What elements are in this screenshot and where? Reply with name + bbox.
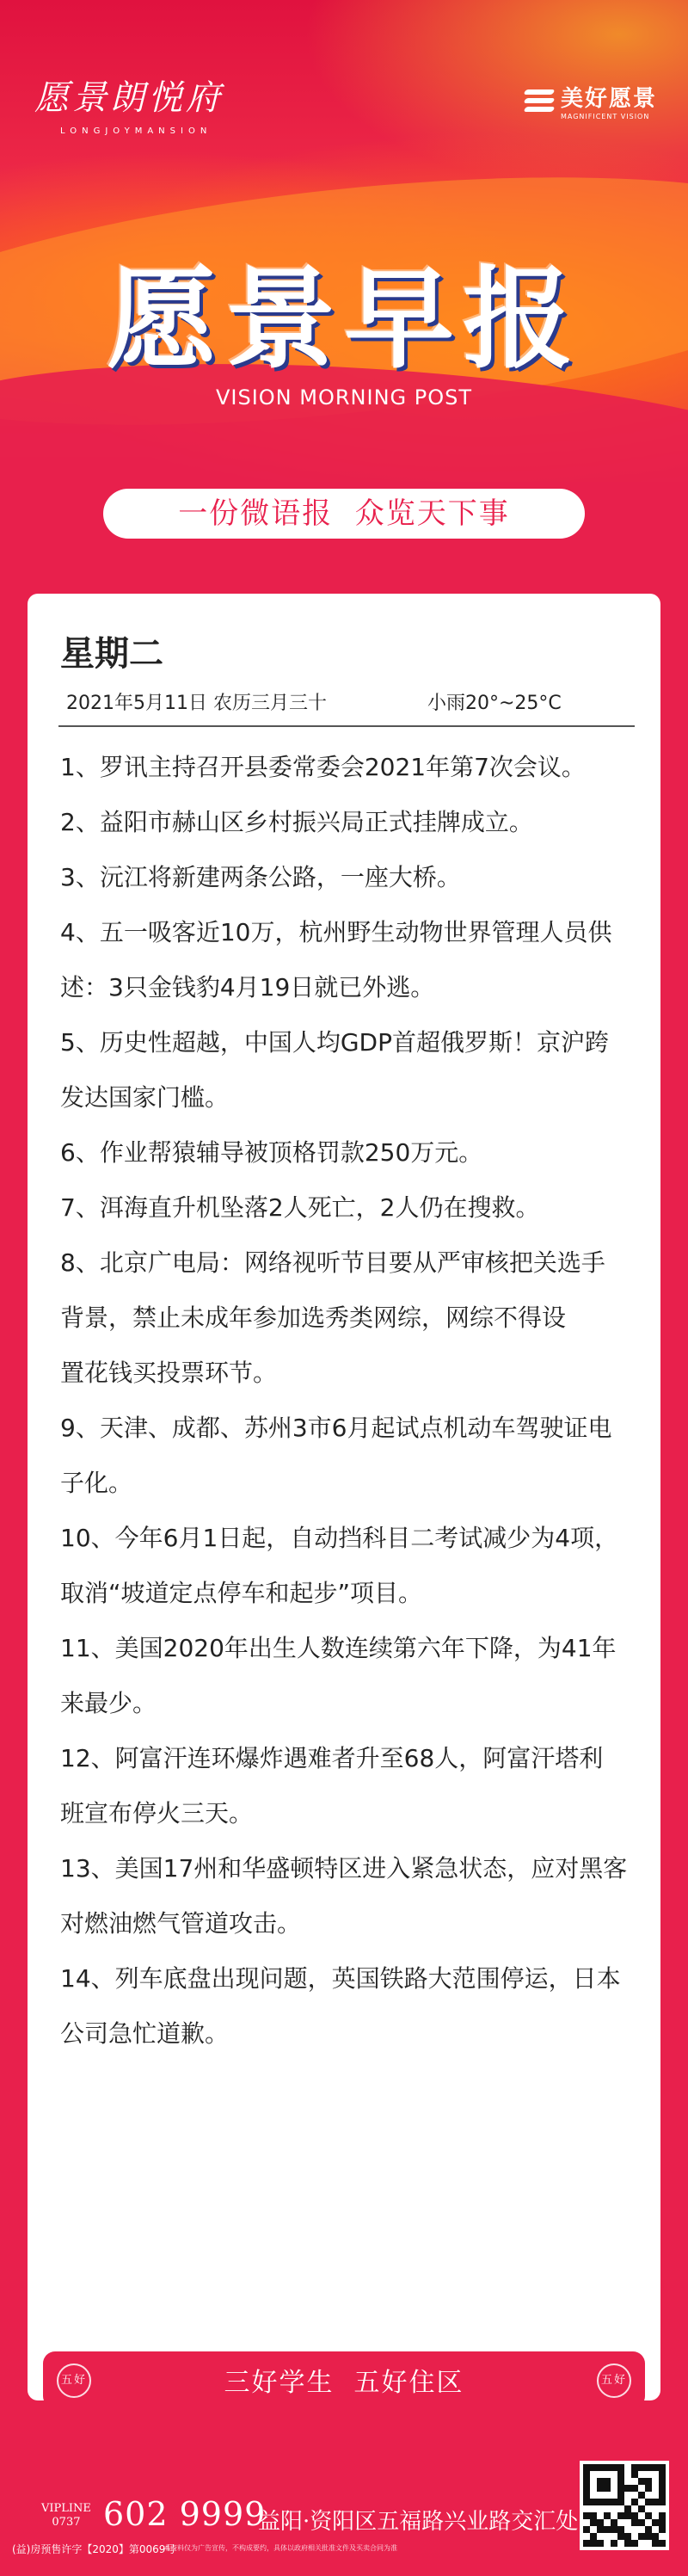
- divider: [58, 725, 635, 727]
- news-line: 取消“坡道定点停车和起步”项目。: [60, 1579, 423, 1607]
- news-line: 5、历史性超越，中国人均GDP首超俄罗斯！京沪跨: [60, 1028, 609, 1057]
- weather-label: 小雨20°~25°C: [427, 693, 562, 714]
- developer-name-en: MAGNIFICENT VISION: [560, 113, 650, 120]
- hero-banner: [0, 0, 688, 482]
- news-line: 述：3只金钱豹4月19日就已外逃。: [60, 973, 435, 1001]
- news-line: 7、洱海直升机坠落2人死亡，2人仍在搜救。: [60, 1193, 540, 1222]
- news-line: 2、益阳市赫山区乡村振兴局正式挂牌成立。: [60, 808, 533, 836]
- developer-name: 美好愿景: [560, 86, 657, 112]
- developer-logo-icon: [525, 86, 554, 115]
- news-line: 3、沅江将新建两条公路，一座大桥。: [60, 863, 461, 891]
- news-line: 1、罗讯主持召开县委常委会2021年第7次会议。: [60, 753, 586, 781]
- news-card: [28, 594, 660, 2400]
- news-line: 9、天津、成都、苏州3市6月起试点机动车驾驶证电: [60, 1414, 612, 1442]
- slogan-pill: 一份微语报 众览天下事: [103, 489, 585, 539]
- news-line: 11、美国2020年出生人数连续第六年下降，为41年: [60, 1634, 617, 1662]
- news-line: 子化。: [60, 1469, 133, 1497]
- page-subtitle: VISION MORNING POST: [215, 385, 473, 410]
- footer-slogan: 三好学生 五好住区: [224, 2368, 464, 2398]
- project-logo: [34, 71, 224, 136]
- phone-number[interactable]: 602 9999: [103, 2495, 267, 2533]
- news-line: 4、五一吸客近10万，杭州野生动物世界管理人员供: [60, 918, 612, 946]
- presale-permit: (益)房预售许字【2020】第0069号: [12, 2543, 176, 2555]
- project-name: 愿景朗悦府: [34, 78, 224, 118]
- news-line: 来最少。: [60, 1689, 157, 1717]
- news-line: 6、作业帮猿辅导被顶格罚款250万元。: [60, 1138, 483, 1167]
- news-line: 班宣布停火三天。: [60, 1799, 254, 1827]
- news-line: 背景，禁止未成年参加选秀类网综，网综不得设: [60, 1303, 567, 1332]
- page-title: 愿景早报: [106, 255, 581, 384]
- contact-bar: [0, 2452, 688, 2576]
- news-line: 发达国家门槛。: [60, 1083, 230, 1112]
- news-line: 13、美国17州和华盛顿特区进入紧急状态，应对黑客: [60, 1854, 628, 1883]
- news-line: 10、今年6月1日起，自动挡科目二考试减少为4项，: [60, 1524, 619, 1552]
- news-line: 公司急忙道歉。: [60, 2019, 230, 2048]
- seal-icon: 五好: [57, 2363, 91, 2398]
- news-list: [60, 740, 636, 2061]
- developer-logo: [525, 81, 657, 120]
- seal-icon: 五好: [597, 2363, 631, 2398]
- qr-code[interactable]: [580, 2461, 669, 2550]
- footer-slogan-band: [43, 2351, 645, 2408]
- disclaimer: 本资料仅为广告宣传，不构成要约，具体以政府相关批准文件及买卖合同为准: [163, 2544, 397, 2552]
- news-line: 对燃油燃气管道攻击。: [60, 1909, 302, 1938]
- date-label: 2021年5月11日 农历三月三十: [66, 693, 327, 714]
- weekday-label: 星期二: [60, 634, 163, 674]
- news-line: 置花钱买投票环节。: [60, 1359, 278, 1387]
- vipline-label: VIPLINE 0737: [41, 2502, 91, 2529]
- news-line: 8、北京广电局：网络视听节目要从严审核把关选手: [60, 1248, 605, 1277]
- project-name-en: LONGJOYMANSION: [60, 126, 212, 136]
- news-line: 14、列车底盘出现问题，英国铁路大范围停运，日本: [60, 1964, 621, 1993]
- news-line: 12、阿富汗连环爆炸遇难者升至68人，阿富汗塔利: [60, 1744, 604, 1772]
- address-label: 益阳·资阳区五福路兴业路交汇处: [258, 2509, 579, 2535]
